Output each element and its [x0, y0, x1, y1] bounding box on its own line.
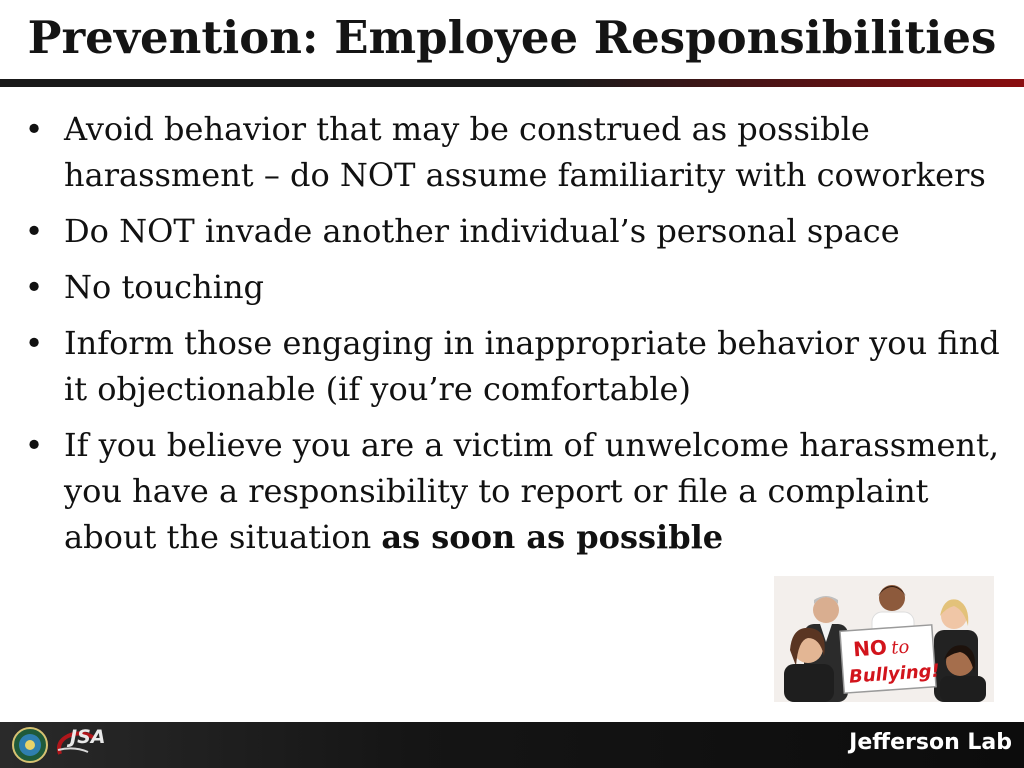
bullet-bold-text: as soon as possible [381, 518, 724, 556]
bullet-item [24, 106, 1014, 198]
bullet-item [24, 208, 1014, 254]
slide-title: Prevention: Employee Responsibilities [27, 11, 997, 64]
bullet-dot: • [24, 324, 44, 362]
bullet-dot: • [24, 268, 44, 306]
bullet-dot: • [24, 110, 44, 148]
sign-text-no: NO [852, 635, 888, 662]
bullet-list [24, 106, 1014, 570]
sign-text-to: to [890, 636, 911, 659]
bullet-dot: • [24, 426, 44, 464]
jsa-label: JSA [70, 726, 106, 748]
bullet-text: If you believe you are a victim of unwelcome harassment, you have a responsibility to report or file a complaint about the situation [64, 426, 1000, 556]
footer-bar [0, 722, 1024, 768]
bullet-dot: • [24, 212, 44, 250]
title-divider [0, 79, 1024, 87]
bullet-text: Avoid behavior that may be construed as possible harassment – do NOT assume familiarity with coworkers [64, 110, 986, 194]
bullet-item [24, 422, 1014, 560]
bullet-text: Do NOT invade another individual’s personal space [64, 212, 900, 250]
people-illustration [774, 576, 994, 702]
doe-seal-icon [12, 727, 48, 763]
sign-text-bullying: Bullying! [848, 660, 941, 688]
jefferson-lab-logo: Jefferson Lab [849, 730, 1012, 755]
bullet-item [24, 264, 1014, 310]
no-bullying-photo [774, 576, 994, 702]
bullet-text: No touching [64, 268, 265, 306]
bullet-item [24, 320, 1014, 412]
bullet-text: Inform those engaging in inappropriate behavior you find it objectionable (if you’re comfortable) [64, 324, 1000, 408]
